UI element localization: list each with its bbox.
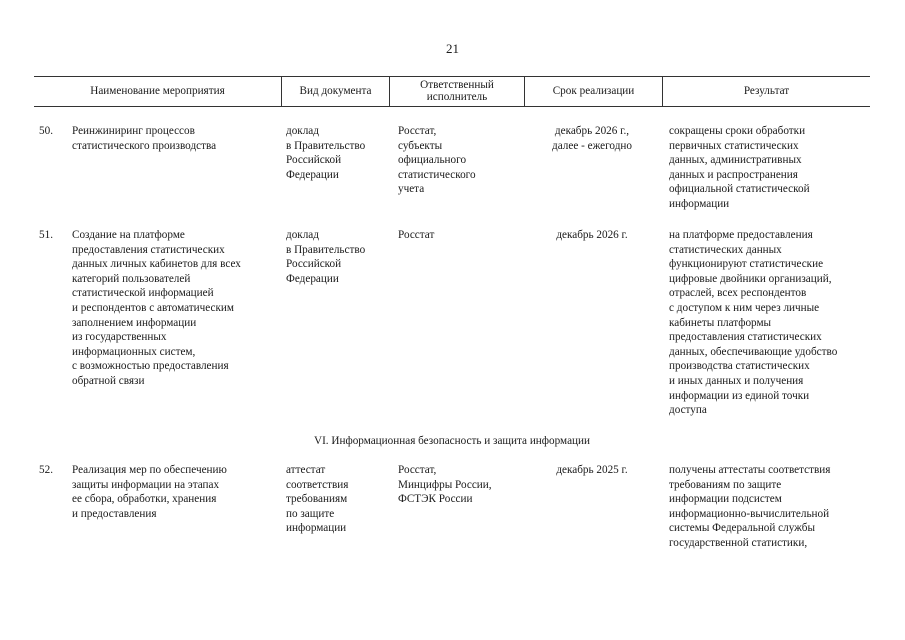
row-number: 50. [39, 125, 53, 137]
row-term: декабрь 2026 г., далее - ежегодно [552, 125, 632, 152]
row-result: на платформе предоставления статистических данных функционируют статистические цифровые двойники организаций, отраслей, всех респондентов с доступом к ним через личные кабинеты платформы предоставления статистических данных, обеспечивающие удобство производства статистических и иных данных и получения информации из единой точки доступа [669, 229, 838, 417]
page-number: 21 [446, 41, 459, 56]
row-doc: доклад в Правительство Российской Федерации [286, 125, 366, 181]
row-doc: аттестат соответствия требованиям по защите информации [286, 464, 349, 535]
row-term: декабрь 2025 г. [556, 464, 628, 476]
row-name: Реализация мер по обеспечению защиты информации на этапах ее сбора, обработки, хранения и предоставления [72, 464, 227, 520]
header-name: Наименование мероприятия [90, 84, 225, 97]
header-responsible: Ответственный исполнитель [420, 78, 494, 103]
header-doc: Вид документа [299, 84, 372, 97]
row-number: 52. [39, 464, 53, 476]
row-number: 51. [39, 229, 53, 241]
header-bottom-rule [34, 106, 870, 107]
row-responsible: Росстат [398, 229, 435, 241]
row-doc: доклад в Правительство Российской Федерации [286, 229, 366, 285]
row-responsible: Росстат, субъекты официального статистического учета [398, 125, 476, 196]
row-result: сокращены сроки обработки первичных статистических данных, административных данных и распространения официальной статистической информации [669, 125, 810, 210]
row-term: декабрь 2026 г. [556, 229, 628, 241]
header-term: Срок реализации [552, 84, 635, 97]
row-responsible: Росстат, Минцифры России, ФСТЭК России [398, 464, 492, 506]
row-name: Создание на платформе предоставления статистических данных личных кабинетов для всех категорий пользователей статистической информацией и респондентов с автоматическим заполнением информации из государственных информационных систем, с возможностью предоставления обратной связи [72, 229, 241, 387]
header-result: Результат [743, 84, 790, 97]
row-result: получены аттестаты соответствия требованиям по защите информации подсистем информационно-вычислительной системы Федеральной службы государственной статистики, [669, 464, 831, 549]
row-name: Реинжиниринг процессов статистического производства [72, 125, 217, 152]
section-heading: VI. Информационная безопасность и защита информации [313, 435, 590, 447]
